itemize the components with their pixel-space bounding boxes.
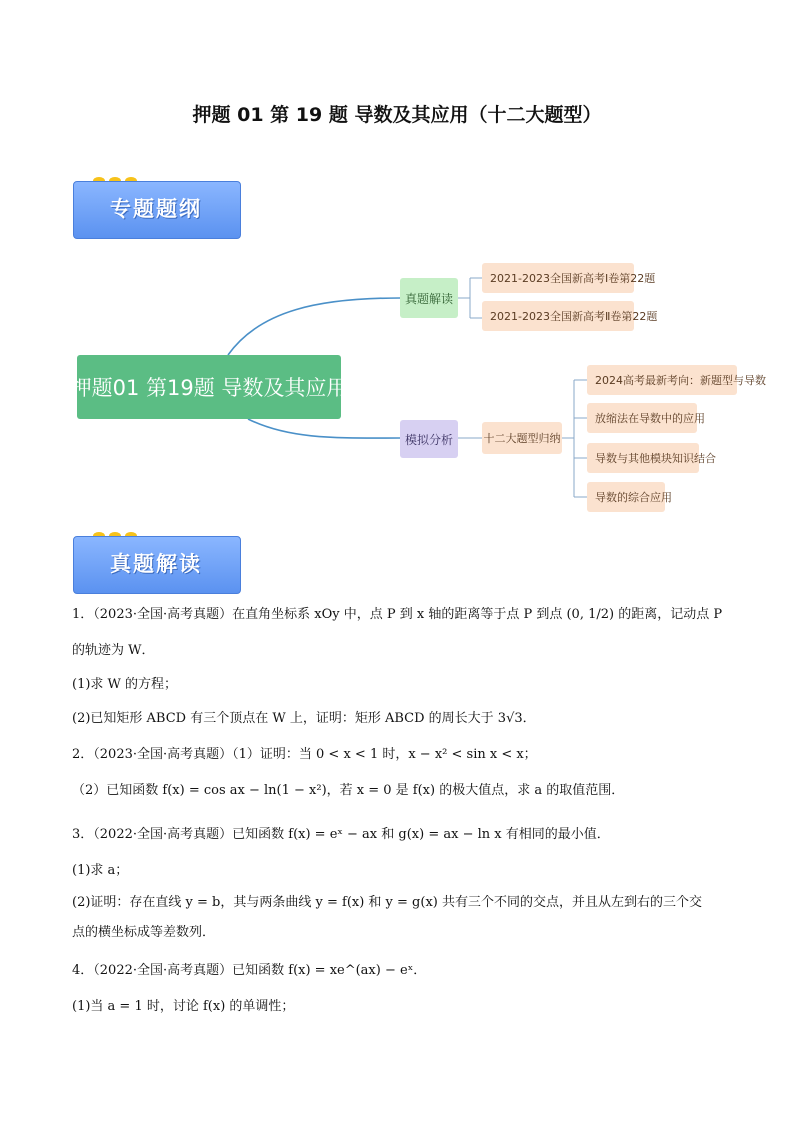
page-title: 押题 01 第 19 题 导数及其应用（十二大题型） <box>192 104 602 126</box>
mindmap-branch-zhenti: 真题解读 <box>400 278 458 318</box>
problem-3-line-1: 3．（2022·全国·高考真题）已知函数 f(x) = eˣ − ax 和 g(x) = ax − ln x 有相同的最小值． <box>72 827 610 842</box>
mindmap-branch-moni: 模拟分析 <box>400 420 458 458</box>
problem-1-line-1: 1．（2023·全国·高考真题）在直角坐标系 xOy 中，点 P 到 x 轴的距离等于点 P 到点 (0, 1/2) 的距离，记动点 P <box>72 607 723 622</box>
problem-3-q1: (1)求 a； <box>72 863 129 878</box>
problem-3-q2-b: 点的横坐标成等差数列． <box>72 925 216 940</box>
problem-2-line-1: 2．（2023·全国·高考真题）（1）证明：当 0 < x < 1 时，x − x² < sin x < x； <box>72 747 537 762</box>
mindmap-leaf: 导数与其他模块知识结合 <box>587 443 699 473</box>
problem-4-q1: (1)当 a = 1 时，讨论 f(x) 的单调性； <box>72 999 295 1014</box>
mindmap-root: 押题01 第19题 导数及其应用 <box>77 355 341 419</box>
problem-1-q1: (1)求 W 的方程； <box>72 677 178 692</box>
mindmap-connectors <box>0 0 794 560</box>
problem-1-line-2: 的轨迹为 W． <box>72 643 155 658</box>
problem-2-line-2: （2）已知函数 f(x) = cos ax − ln(1 − x²)，若 x = 0 是 f(x) 的极大值点，求 a 的取值范围． <box>72 783 625 798</box>
problem-4-line-1: 4．（2022·全国·高考真题）已知函数 f(x) = xe^(ax) − eˣ． <box>72 963 427 978</box>
mindmap-leaf: 导数的综合应用 <box>587 482 665 512</box>
mindmap-leaf: 2021-2023全国新高考Ⅰ卷第22题 <box>482 263 634 293</box>
section-badge-zhenti <box>73 536 243 594</box>
section-title-zhenti: 真题解读 <box>110 552 202 576</box>
mindmap-sub: 十二大题型归纳 <box>482 422 562 454</box>
mindmap-leaf: 2024高考最新考向：新题型与导数 <box>587 365 737 395</box>
mindmap-leaf: 放缩法在导数中的应用 <box>587 403 697 433</box>
problem-1-q2: (2)已知矩形 ABCD 有三个顶点在 W 上，证明：矩形 ABCD 的周长大于 3√3． <box>72 711 536 726</box>
section-title-outline: 专题题纲 <box>110 197 202 221</box>
problem-3-q2-a: (2)证明：存在直线 y = b，其与两条曲线 y = f(x) 和 y = g(x) 共有三个不同的交点，并且从左到右的三个交 <box>72 895 702 910</box>
mindmap-leaf: 2021-2023全国新高考Ⅱ卷第22题 <box>482 301 634 331</box>
